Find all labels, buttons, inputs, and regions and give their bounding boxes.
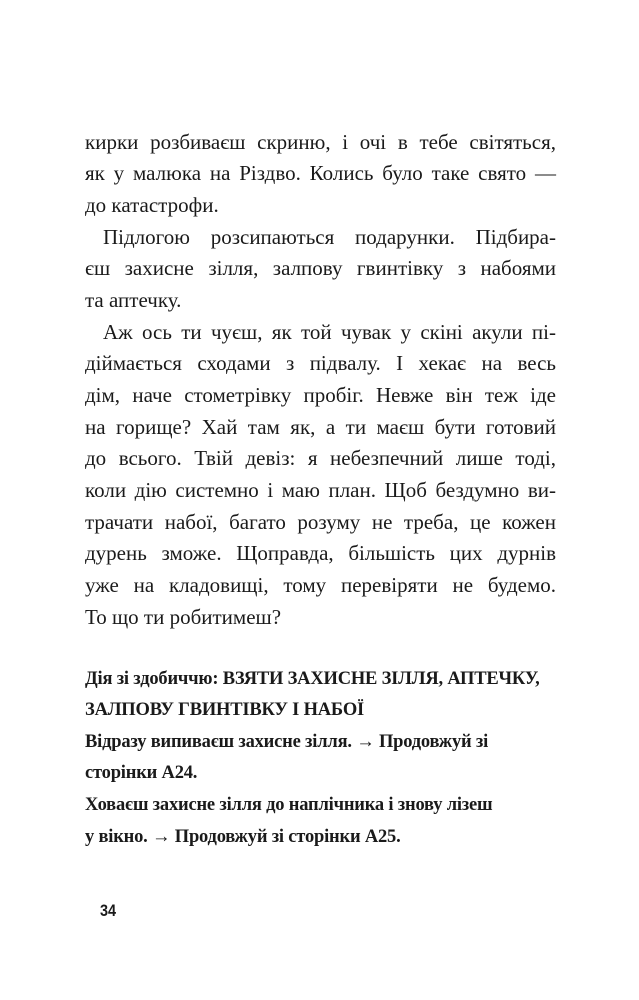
body-line: трачати набої, багато розуму не треба, це кожен bbox=[85, 510, 556, 534]
choice-heading: ЗАЛПОВУ ГВИНТІВКУ І НАБОЇ bbox=[85, 700, 365, 720]
body-line: Підлогою розсипаються подарунки. Підбира- bbox=[103, 225, 556, 249]
choice-option: сторінки А24. bbox=[85, 763, 198, 783]
body-line: діймається сходами з підвалу. І хекає на весь bbox=[85, 351, 556, 375]
body-line: дурень зможе. Щоправда, більшість цих дурнів bbox=[85, 541, 556, 565]
choice-option: Відразу випиваєш захисне зілля. → Продовжуй зі bbox=[85, 732, 489, 752]
body-line: єш захисне зілля, залпову гвинтівку з набоями bbox=[85, 256, 556, 280]
body-line: як у малюка на Різдво. Колись було таке свято — bbox=[85, 161, 556, 185]
body-line: дім, наче стометрівку пробіг. Невже він теж іде bbox=[85, 383, 556, 407]
choice-option: у вікно. → Продовжуй зі сторінки А25. bbox=[85, 827, 401, 847]
body-line: Аж ось ти чуєш, як той чувак у скіні акули пі- bbox=[103, 320, 556, 344]
body-line: до всього. Твій девіз: я небезпечний лише тоді, bbox=[85, 446, 556, 470]
body-line: на горище? Хай там як, а ти маєш бути готовий bbox=[85, 415, 556, 439]
body-line: та аптечку. bbox=[85, 288, 182, 312]
body-line: То що ти робитимеш? bbox=[85, 605, 282, 629]
body-line: кирки розбиваєш скриню, і очі в тебе світяться, bbox=[85, 130, 556, 154]
page-number: 34 bbox=[100, 901, 117, 920]
body-line: до катастрофи. bbox=[85, 193, 219, 217]
body-line: уже на кладовищі, тому перевіряти не будемо. bbox=[85, 573, 556, 597]
choice-option: Ховаєш захисне зілля до наплічника і знову лізеш bbox=[85, 795, 493, 815]
body-line: коли дію системно і маю план. Щоб бездумно ви- bbox=[85, 478, 556, 502]
choice-heading: Дія зі здобиччю: ВЗЯТИ ЗАХИСНЕ ЗІЛЛЯ, АПТЕЧКУ, bbox=[85, 669, 540, 689]
